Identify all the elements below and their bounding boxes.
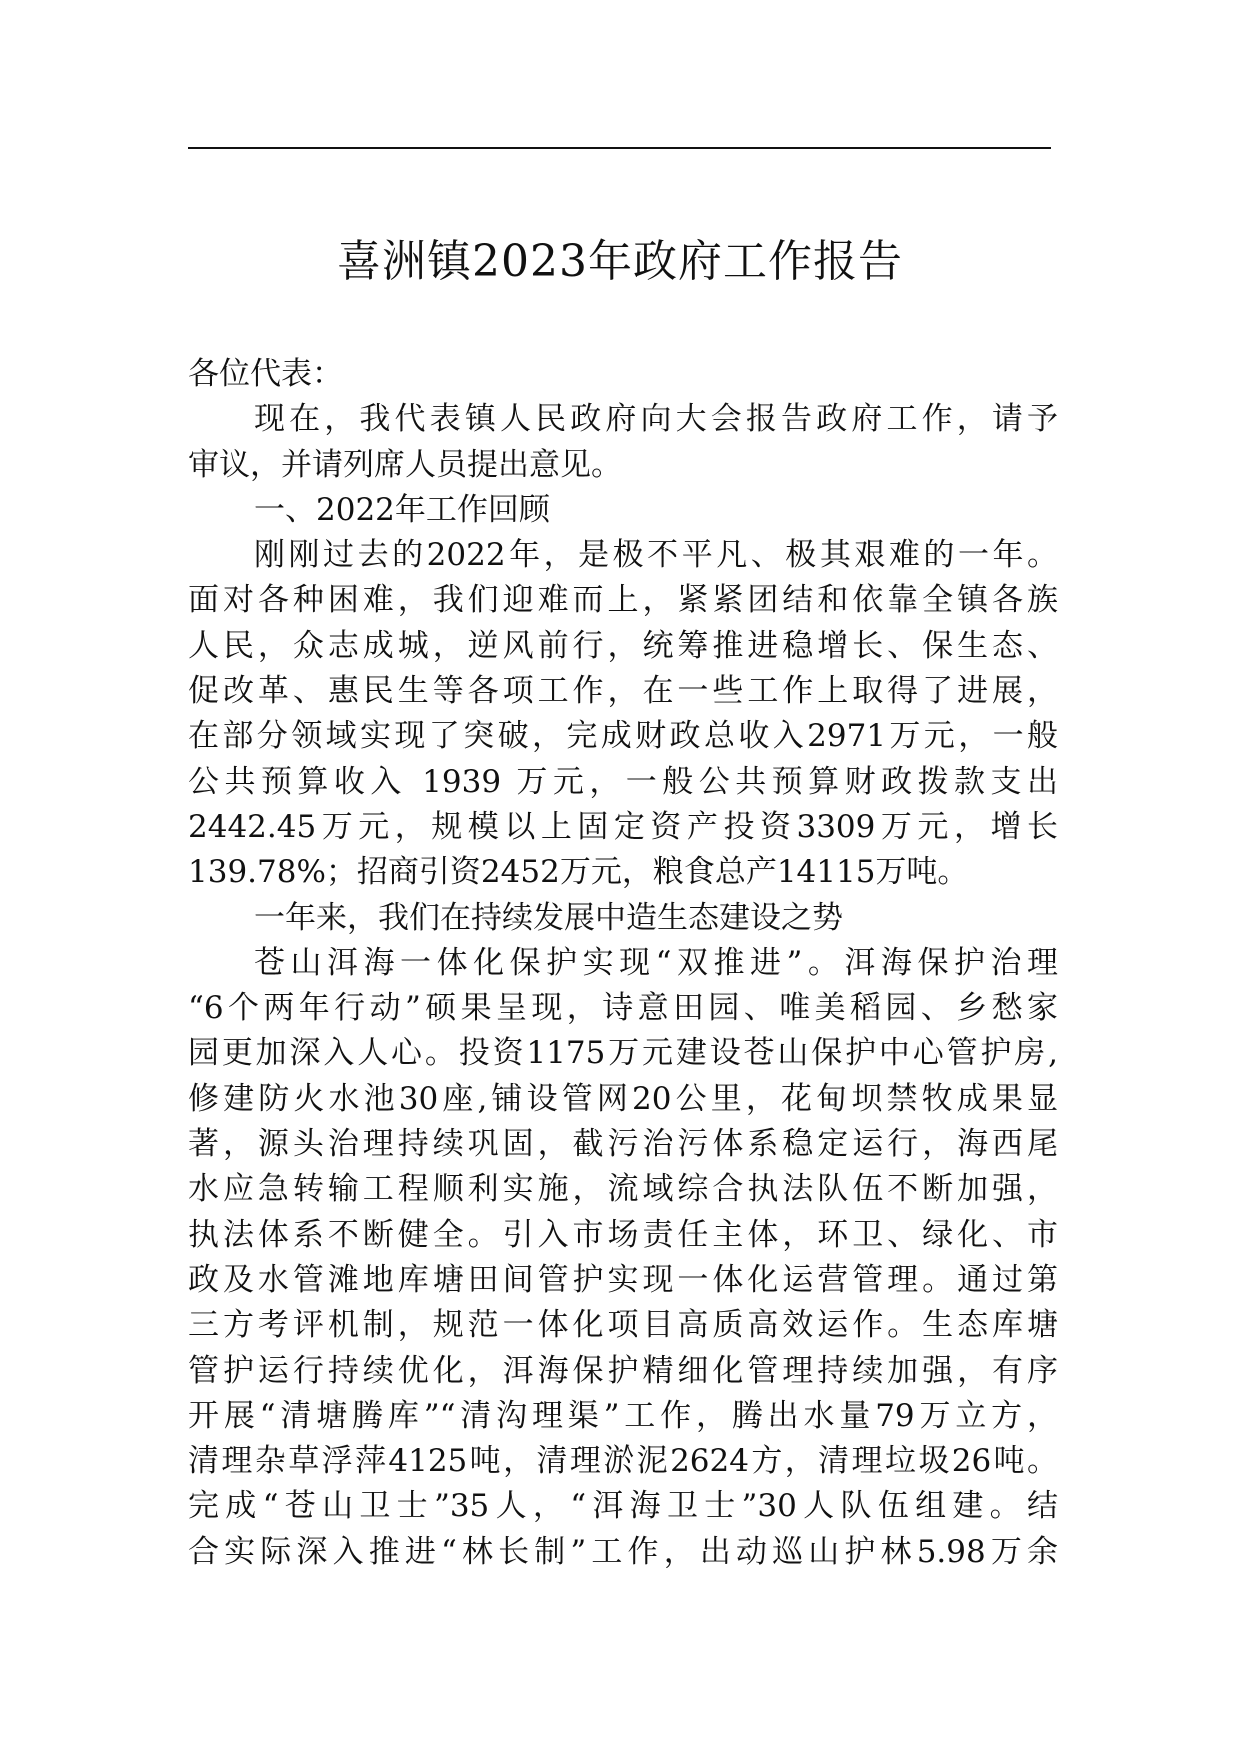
paragraph-line: 促改革、惠民生等各项工作，在一些工作上取得了进展， [188,673,1058,710]
paragraph-line: 水应急转输工程顺利实施，流域综合执法队伍不断加强， [188,1171,1058,1208]
paragraph-line: 139.78%；招商引资2452万元，粮食总产14115万吨。 [188,854,969,891]
paragraph-line: 开展“清塘腾库”“清沟理渠”工作，腾出水量79万立方， [188,1397,1058,1434]
paragraph-line: 公共预算收入 1939 万元，一般公共预算财政拨款支出 [188,763,1058,800]
paragraph-line: 一年来，我们在持续发展中造生态建设之势 [254,899,843,936]
paragraph-line: 园更加深入人心。投资1175万元建设苍山保护中心管护房, [188,1035,1058,1072]
paragraph-line: 完成“苍山卫士”35人，“洱海卫士”30人队伍组建。结 [188,1488,1058,1525]
paragraph-line: 合实际深入推进“林长制”工作，出动巡山护林5.98万余 [188,1533,1058,1570]
document-body [188,352,1058,1575]
paragraph-line: 刚刚过去的2022年，是极不平凡、极其艰难的一年。 [254,537,1058,574]
page-title: 喜洲镇2023年政府工作报告 [337,236,903,287]
paragraph-line: 政及水管滩地库塘田间管护实现一体化运营管理。通过第 [188,1261,1058,1298]
paragraph-line: 2442.45万元，规模以上固定资产投资3309万元，增长 [188,808,1058,845]
paragraph-line: 人民，众志成城，逆风前行，统筹推进稳增长、保生态、 [188,627,1058,664]
paragraph-line: 修建防火水池30座,铺设管网20公里，花甸坝禁牧成果显 [188,1080,1058,1117]
paragraph-line: 现在，我代表镇人民政府向大会报告政府工作，请予 [254,401,1058,438]
paragraph-line: 执法体系不断健全。引入市场责任主体，环卫、绿化、市 [188,1216,1058,1253]
paragraph-line: 管护运行持续优化，洱海保护精细化管理持续加强，有序 [188,1352,1058,1389]
paragraph-line: 各位代表： [188,356,343,392]
paragraph-line: 面对各种困难，我们迎难而上，紧紧团结和依靠全镇各族 [188,582,1058,619]
paragraph-line: 审议，并请列席人员提出意见。 [188,446,622,483]
paragraph-line: 苍山洱海一体化保护实现“双推进”。洱海保护治理 [254,944,1058,981]
header-rule [188,147,1051,149]
paragraph-line: 在部分领域实现了突破，完成财政总收入2971万元，一般 [188,718,1058,755]
paragraph-line: 三方考评机制，规范一体化项目高质高效运作。生态库塘 [188,1307,1058,1344]
paragraph-line: 一、2022年工作回顾 [254,491,550,528]
paragraph-line: 著，源头治理持续巩固，截污治污体系稳定运行，海西尾 [188,1126,1058,1163]
paragraph-line: “6个两年行动”硕果呈现，诗意田园、唯美稻园、乡愁家 [188,990,1058,1027]
paragraph-line: 清理杂草浮萍4125吨，清理淤泥2624方，清理垃圾26吨。 [188,1443,1058,1480]
